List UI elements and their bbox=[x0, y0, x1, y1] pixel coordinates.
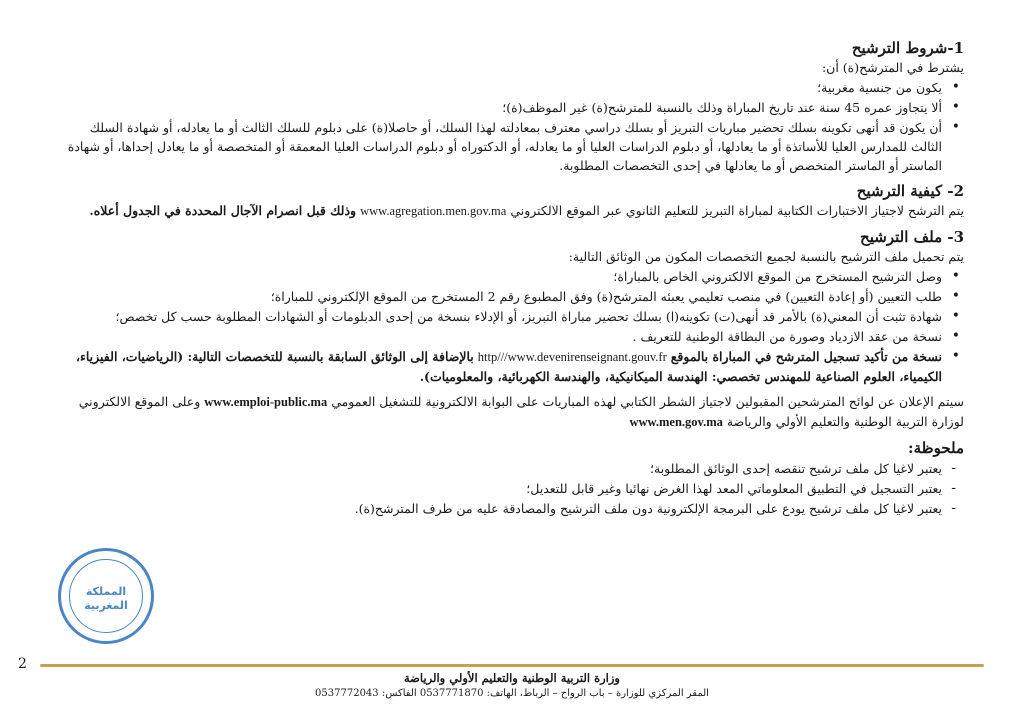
devenirenseignant-link[interactable]: http///www.devenirenseignant.gouv.fr bbox=[477, 350, 667, 364]
section-method-text bbox=[60, 201, 964, 221]
conditions-list bbox=[60, 78, 964, 175]
list-item: • وصل الترشيح المستخرج من الموقع الالكتروني الخاص بالمباراة؛ bbox=[60, 267, 942, 286]
official-stamp bbox=[58, 548, 154, 644]
method-text: يتم الترشح لاجتياز الاختبارات الكتابية لمباراة التبريز للتعليم الثانوي عبر الموقع الالكتروني bbox=[510, 203, 964, 218]
stamp-text bbox=[61, 585, 151, 613]
list-item: - يعتبر التسجيل في التطبيق المعلوماتي المعد لهذا الغرض نهائيا وغير قابل للتعديل؛ bbox=[60, 479, 942, 498]
notes-title: ملحوظة: bbox=[908, 439, 964, 457]
stamp-line-2: المغربية bbox=[84, 599, 128, 612]
announcement-paragraph bbox=[60, 392, 964, 432]
list-item: • شهادة تثبت أن المعني(ة) بالأمر قد أنهى(ت) تكوينه(ا) بسلك تحضير مباراة التبريز، أو الإدلاء بنسخة من إحدى الدبلومات أو الشهادات المطلوبة حسب كل تخصص؛ bbox=[60, 307, 942, 326]
section-file-intro: يتم تحميل ملف الترشيح بالنسبة لجميع التخصصات المكون من الوثائق التالية: bbox=[568, 249, 964, 264]
list-item: - يعتبر لاغيا كل ملف ترشيح يودع على البرمجة الإلكترونية دون ملف الترشيح والمصادقة عليه من طرف المترشح(ة). bbox=[60, 499, 942, 518]
section-method-title: 2- كيفية الترشيح bbox=[856, 182, 964, 200]
section-conditions-title: 1-شروط الترشيح bbox=[851, 39, 964, 57]
announcement-text-b: وعلى الموقع الالكتروني لوزارة التربية الوطنية والتعليم الأولي والرياضة bbox=[78, 394, 964, 429]
list-item: • نسخة من عقد الازدياد وصورة من البطاقة الوطنية للتعريف . bbox=[60, 327, 942, 346]
document-body bbox=[60, 38, 964, 519]
footer-address: المقر المركزي للوزارة – باب الرواح – الرباط، الهاتف: 0537771870 الفاكس: 0537772043 bbox=[315, 688, 709, 699]
announcement-text-a: سيتم الإعلان عن لوائح المترشحين المقبولين لاجتياز الشطر الكتابي لهذه المباريات على البوابة الالكترونية للتشغيل العمومي bbox=[331, 394, 964, 409]
footer-ministry: وزارة التربية الوطنية والتعليم الأولي والرياضة bbox=[404, 671, 620, 685]
registration-text-a: نسخة من تأكيد تسجيل المترشح في المباراة بالموقع bbox=[670, 349, 942, 364]
list-item: • أن يكون قد أنهى تكوينه بسلك تحضير مباريات التبريز أو بسلك دراسي معترف بمعادلته لهذا السلك، أو حاصلا(ة) على دبلوم للسلك الثالث أو ما يعادله، أو شهادة السلك الثالث للمدارس العليا للأساتذة أو ما يعادلها، أو دبلوم الدراسات العليا أو ما يعادله، أو الدكتوراه أو دبلوم الدراسات العليا المعمقة أو المتخصصة أو ما يعادل إحداها، أو شهادة الماستر أو الماستر المتخصص أو ما يعادلها في إحدى التخصصات المطلوبة. bbox=[60, 118, 942, 175]
page-number: 2 bbox=[18, 656, 27, 672]
section-conditions-intro: يشترط في المترشح(ة) أن: bbox=[821, 60, 964, 75]
footer-divider bbox=[40, 664, 984, 667]
emploi-public-link[interactable]: www.emploi-public.ma bbox=[204, 395, 328, 409]
list-item: • ألا يتجاوز عمره 45 سنة عند تاريخ المباراة وذلك بالنسبة للمترشح(ة) غير الموظف(ة)؛ bbox=[60, 98, 942, 117]
agregation-link[interactable]: www.agregation.men.gov.ma bbox=[360, 204, 507, 218]
section-file-title: 3- ملف الترشيح bbox=[860, 228, 964, 246]
men-gov-link[interactable]: www.men.gov.ma bbox=[629, 415, 723, 429]
stamp-line-1: المملكة bbox=[85, 585, 127, 598]
list-item: - يعتبر لاغيا كل ملف ترشيح تنقصه إحدى الوثائق المطلوبة؛ bbox=[60, 459, 942, 478]
list-item: • يكون من جنسية مغربية؛ bbox=[60, 78, 942, 97]
list-item: • طلب التعيين (أو إعادة التعيين) في منصب تعليمي يعبئه المترشح(ة) وفق المطبوع رقم 2 المستخرج من الموقع الإلكتروني للمباراة؛ bbox=[60, 287, 942, 306]
registration-text-b: بالإضافة إلى الوثائق السابقة بالنسبة للتخصصات التالية: (الرياضيات، الفيزياء، الكيمياء، العلوم الصناعية للمهندس تخصصي: الهندسة الميكانيكية، والهندسة الكهربائية، والمعلوميات). bbox=[75, 349, 942, 384]
list-item-registration bbox=[60, 347, 942, 386]
file-list bbox=[60, 267, 964, 386]
method-deadline-text: وذلك قبل انصرام الآجال المحددة في الجدول أعلاه. bbox=[89, 203, 357, 218]
footer bbox=[0, 670, 1024, 702]
notes-list bbox=[60, 459, 964, 518]
